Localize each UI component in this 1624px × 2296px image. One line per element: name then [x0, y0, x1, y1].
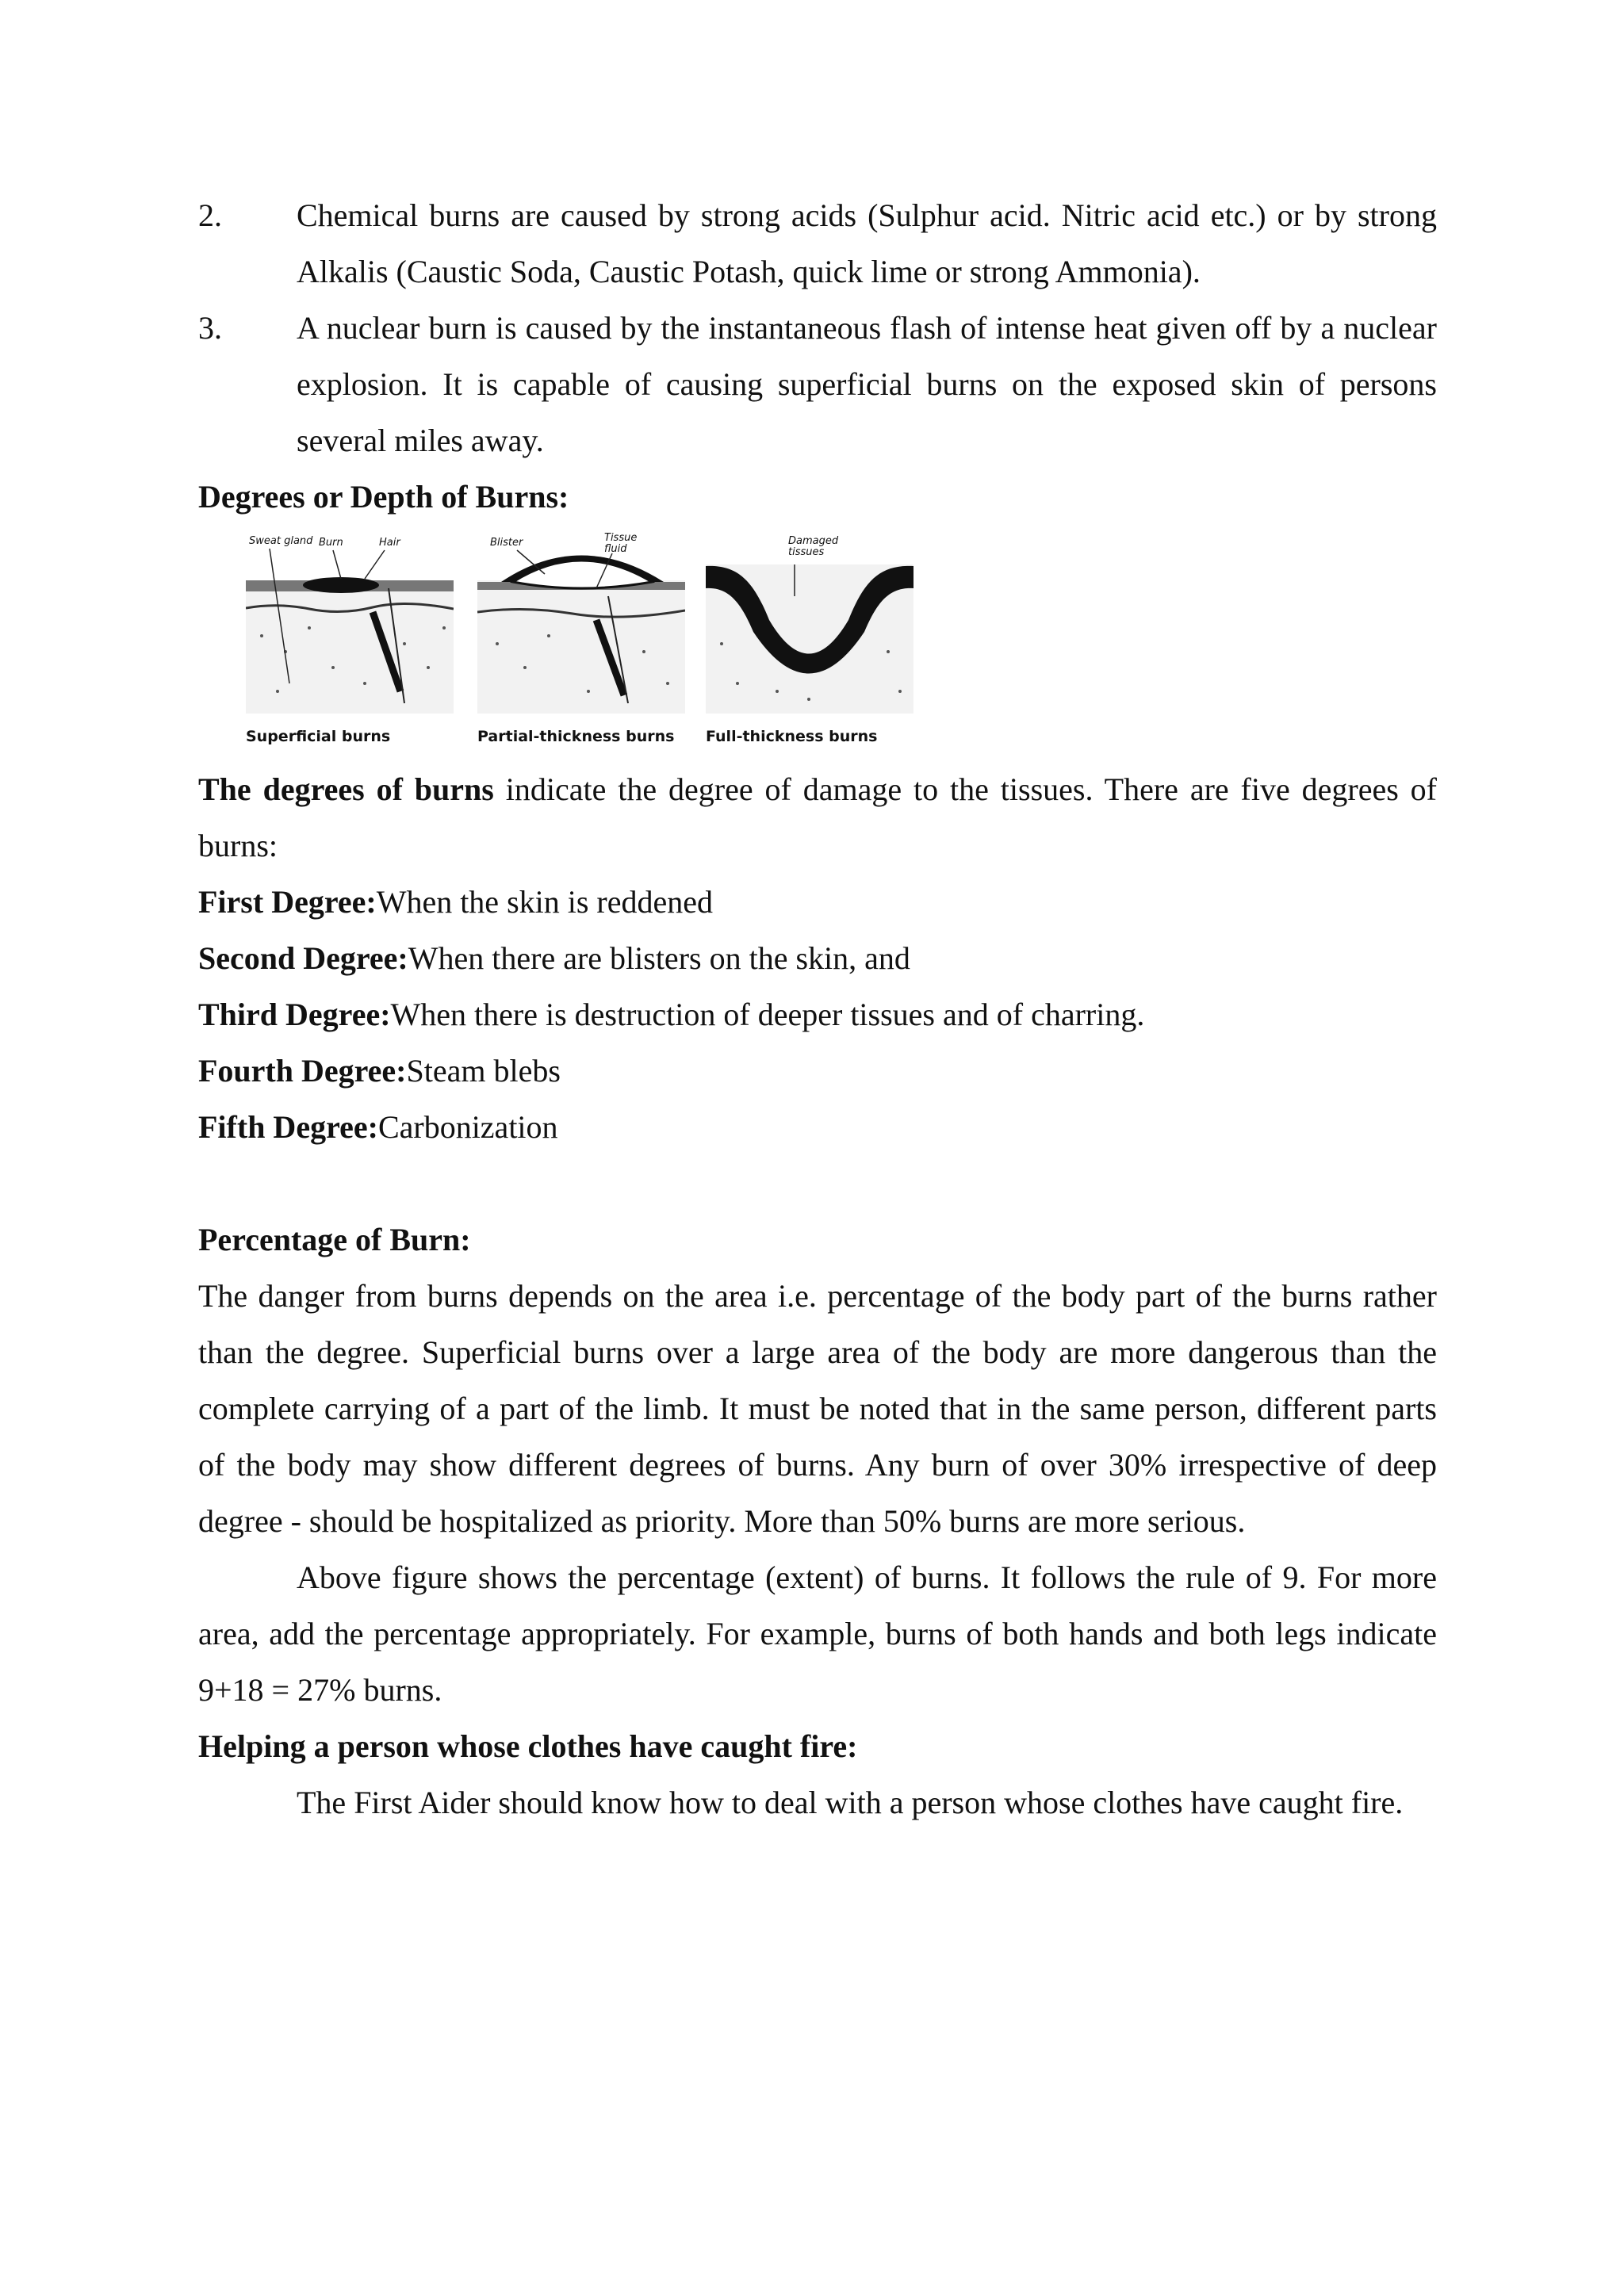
degrees-intro-paragraph — [198, 761, 1437, 874]
partial-thickness-illustration — [477, 533, 685, 714]
list-item-chemical-burns — [198, 187, 1437, 300]
list-number: 3. — [198, 310, 222, 346]
degree-desc: When the skin is reddened — [376, 884, 714, 920]
helping-paragraph: The First Aider should know how to deal with a person whose clothes have caught fire. — [297, 1785, 1404, 1820]
spacer — [198, 1155, 1437, 1211]
degree-desc: Carbonization — [377, 1109, 558, 1145]
superficial-burn-panel — [246, 533, 454, 747]
degrees-intro-bold: The degrees of burns — [198, 771, 494, 807]
partial-thickness-panel — [477, 533, 685, 747]
degree-third — [198, 986, 1437, 1043]
figure-label-tissue-fluid: Tissue fluid — [604, 532, 638, 555]
full-thickness-panel — [706, 533, 914, 747]
degree-term: Third Degree: — [198, 997, 391, 1032]
degree-desc: When there is destruction of deeper tissues and of charring. — [390, 997, 1145, 1032]
figure-label-hair: Hair — [379, 537, 400, 549]
document-page — [198, 187, 1437, 1831]
full-thickness-illustration — [706, 533, 914, 714]
degree-second — [198, 930, 1437, 986]
list-number: 2. — [198, 197, 222, 233]
degree-term: First Degree: — [198, 884, 377, 920]
burn-depth-figure — [246, 533, 944, 747]
caption-full-thickness: Full-thickness burns — [706, 728, 878, 745]
degree-fourth — [198, 1043, 1437, 1099]
degree-first — [198, 874, 1437, 930]
helping-heading: Helping a person whose clothes have caught fire: — [198, 1728, 858, 1764]
degrees-heading: Degrees or Depth of Burns: — [198, 479, 569, 515]
degree-fifth — [198, 1099, 1437, 1155]
superficial-burn-illustration — [246, 533, 454, 714]
degree-desc: When there are blisters on the skin, and — [408, 940, 910, 976]
degree-desc: Steam blebs — [406, 1053, 561, 1089]
degree-term: Fourth Degree: — [198, 1053, 407, 1089]
list-text: A nuclear burn is caused by the instantaneous flash of intense heat given off by a nuclear explosion. It is capable of causing superficial burns on the exposed skin of persons several miles away. — [297, 310, 1437, 458]
list-text: Chemical burns are caused by strong acids (Sulphur acid. Nitric acid etc.) or by strong Alkalis (Caustic Soda, Caustic Potash, quick lime or strong Ammonia). — [297, 197, 1437, 289]
figure-label-damaged-tissues: Damaged tissues — [788, 535, 839, 558]
caption-superficial: Superficial burns — [246, 728, 391, 745]
figure-label-blister: Blister — [490, 537, 523, 549]
figure-label-sweat-gland: Sweat gland — [249, 535, 313, 547]
degrees-intro-text: indicate the degree of damage to the tissues. There are five degrees of burns: — [198, 771, 1437, 863]
figure-paragraph: Above figure shows the percentage (extent) of burns. It follows the rule of 9. For more area, add the percentage appropriately. For example, burns of both hands and both legs indicate 9+18 = 27% burns. — [198, 1559, 1437, 1708]
figure-label-burn: Burn — [319, 537, 343, 549]
list-item-nuclear-burn — [198, 300, 1437, 469]
percentage-paragraph: The danger from burns depends on the area i.e. percentage of the body part of the burns rather than the degree. Superficial burns over a large area of the body are more dangerous than the complete carrying of a part of the limb. It must be noted that in the same person, different parts of the body may show different degrees of burns. Any burn of over 30% irrespective of deep degree - should be hospitalized as priority. More than 50% burns are more serious. — [198, 1278, 1437, 1539]
degree-term: Fifth Degree: — [198, 1109, 378, 1145]
caption-partial-thickness: Partial-thickness burns — [477, 728, 675, 745]
percentage-heading: Percentage of Burn: — [198, 1222, 471, 1257]
degree-term: Second Degree: — [198, 940, 408, 976]
